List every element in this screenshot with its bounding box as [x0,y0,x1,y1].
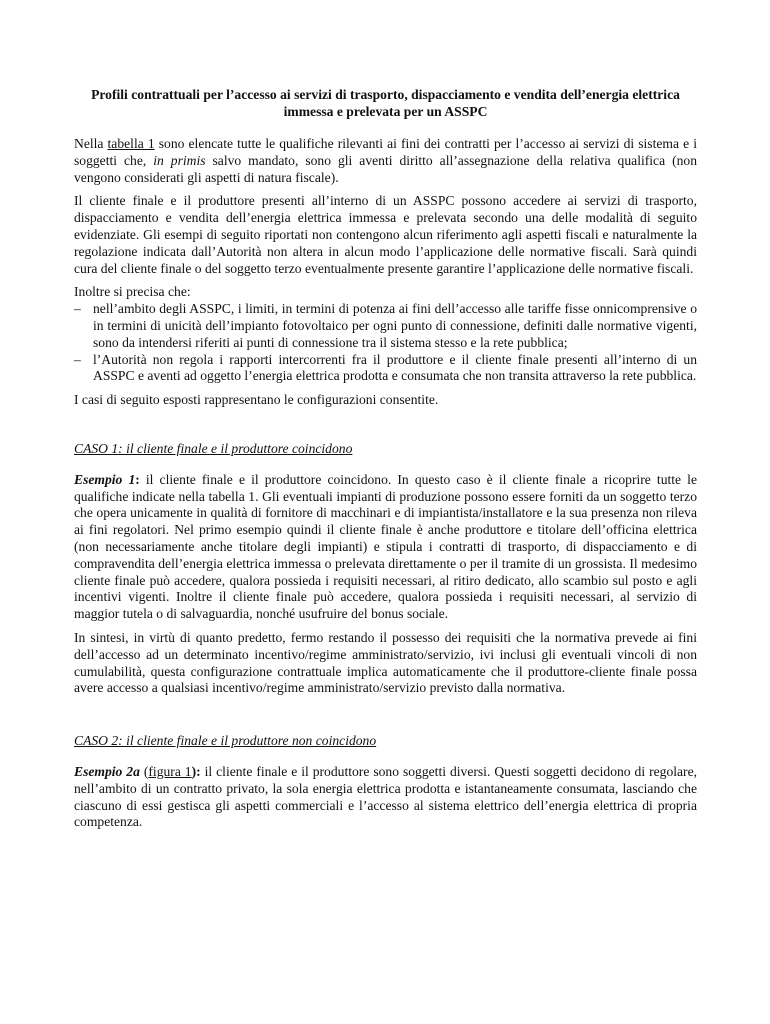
case-1-heading: CASO 1: il cliente finale e il produttore coincidono [74,440,353,456]
list-item [74,301,697,351]
example-1-label: Esempio 1 [74,471,136,487]
list-item [74,352,697,386]
example-1-paragraph [74,472,697,623]
intro-text-before: Nella [74,136,108,151]
tabella-1-link[interactable]: tabella 1 [107,136,155,151]
example-1-colon: : [135,471,140,487]
case-2-heading: CASO 2: il cliente finale e il produttore non coincidono [74,733,377,749]
example-2a-text: il cliente finale e il produttore sono soggetti diversi. Questi soggetti decidono di regolare, nell’ambito di un contratto privato, la sola energia elettrica prodotta e istantaneamente consumata, lasciando che ciascuno di essi gestisca gli aspetti commerciali e l’accesso al sistema elettrico dell’energia elettrica di propria competenza. [74,763,698,830]
access-paragraph: Il cliente finale e il produttore presenti all’interno di un ASSPC possono accedere ai servizi di trasporto, dispacciamento e vendita dell’energia elettrica immessa e prelevata secondo una delle modalità di seguito evidenziate. Gli esempi di seguito riportati non contengono alcun riferimento agli aspetti fiscali e naturalmente la regolazione indicata dall’Autorità non altera in alcun modo l’applicazione delle normative fiscali. Sarà quindi cura del cliente finale o del soggetto terzo eventualmente presente garantire l’applicazione delle normative fiscali. [74,193,697,276]
clarification-list [74,301,697,385]
dash-marker: – [74,301,81,317]
case-1-summary: In sintesi, in virtù di quanto predetto, fermo restando il possesso dei requisiti che la normativa prevede ai fini dell’accesso ad un determinato incentivo/regime amministrato/servizio, ivi inclusi gli eventuali vincoli di non cumulabilità, questa configurazione contrattuale implica automaticamente che il produttore-cliente finale possa avere accesso a qualsiasi incentivo/regime amministrato/servizio previsto dalla normativa. [74,629,697,696]
example-2a-open: ( [139,763,149,779]
intro-text-middle: sono elencate tutte le qualifiche rilevanti ai fini dei contratti per l’accesso ai servizi di sistema e i soggetti che, [74,136,697,168]
cases-intro: I casi di seguito esposti rappresentano le configurazioni consentite. [74,392,439,408]
clarification-intro: Inoltre si precisa che: [74,284,191,300]
example-1-text: il cliente finale e il produttore coincidono. In questo caso è il cliente finale a ricoprire tutte le qualifiche indicate nella tabella 1. Gli eventuali impianti di produzione possono essere forniti da un soggetto terzo che opera unicamente in qualità di fornitore di macchinari e di impiantista/installatore e la sua presenza non rileva ai fini regolatori. Nel primo esempio quindi il cliente finale è anche produttore e titolare dell’officina elettrica (non necessariamente anche titolare degli impianti) e stipula i contratti di trasporto, di dispacciamento e di compravendita dell’energia elettrica immessa o prelevata direttamente o per il tramite di un grossista. Il medesimo cliente finale può accedere, qualora possieda i requisiti necessari, al ritiro dedicato, allo scambio sul posto e agli incentivi vigenti. Inoltre il cliente finale può accedere, qualora possieda i requisiti necessari, al servizio di maggior tutela o di salvaguardia, nonché usufruire del bonus sociale. [74,471,697,622]
dash-marker: – [74,351,81,367]
example-2a-paragraph [74,764,697,831]
list-item-text: l’Autorità non regola i rapporti intercorrenti fra il produttore e il cliente finale presenti all’interno di un ASSPC e aventi ad oggetto l’energia elettrica prodotta e consumata che non transita attraverso la rete pubblica. [93,351,697,384]
document-title: Profili contrattuali per l’accesso ai servizi di trasporto, dispacciamento e vendita dell’energia elettrica immessa e prelevata per un ASSPC [91,87,680,119]
list-item-text: nell’ambito degli ASSPC, i limiti, in termini di potenza ai fini dell’accesso alle tariffe fisse onnicomprensive o in termini di unicità dell’impianto fotovoltaico per ogni punto di connessione, definiti dalle normative vigenti, sono da intendersi riferiti ai punti di connessione tra il sistema stesso e la rete pubblica; [93,301,697,350]
example-2a-label: Esempio 2a [74,763,140,779]
intro-text-after: salvo mandato, sono gli aventi diritto all’assegnazione della relativa qualifica (non vengono considerati gli aspetti di natura fiscale). [74,152,697,185]
example-2a-close: ): [191,763,201,779]
figura-1-link[interactable]: figura 1 [148,763,192,779]
intro-italic: in primis [153,152,206,168]
intro-paragraph [74,136,697,186]
